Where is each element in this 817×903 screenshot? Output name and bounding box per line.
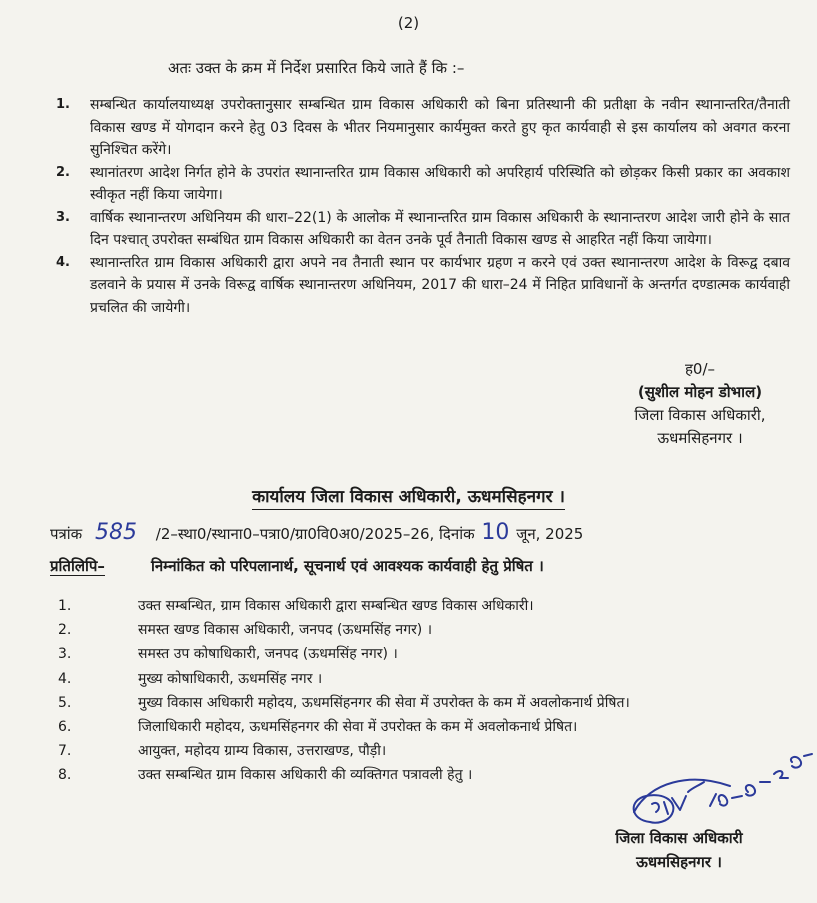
footer-designation: जिला विकास अधिकारी (615, 829, 743, 847)
cc-text: समस्त उप कोषाधिकारी, जनपद (ऊधमसिंह नगर) । (138, 646, 398, 663)
directive-item (50, 162, 790, 207)
reference-line (50, 520, 583, 545)
directive-list (50, 94, 790, 319)
cc-item (50, 715, 810, 739)
signatory-block (600, 358, 800, 450)
reference-day: 10 (481, 520, 510, 545)
directive-text: सम्बन्धित कार्यालयाध्यक्ष उपरोक्तानुसार सम्बन्धित ग्राम विकास अधिकारी को बिना प्रतिस्थानी की प्रतीक्षा के नवीन स्थानान्तरित/तैनाती विकास खण्ड में योगदान करने हेतु 03 दिवस के भीतर नियमानुसार कार्यमुक्त करते हुए कृत कार्यवाही से इस कार्यालय को अवगत करना सुनिश्चित करेंगे। (90, 97, 790, 158)
cc-text: उक्त सम्बन्धित ग्राम विकास अधिकारी की व्यक्तिगत पत्रावली हेतु । (138, 767, 473, 784)
reference-number: 585 (95, 520, 137, 545)
footer-place: ऊधमसिहनगर । (636, 853, 722, 871)
intro-line: अतः उक्त के क्रम में निर्देश प्रसारित किये जाते हैं कि :– (168, 59, 465, 77)
directive-text: वार्षिक स्थानान्तरण अधिनियम की धारा–22(1) के आलोक में स्थानान्तरित ग्राम विकास अधिकारी के स्थानान्तरण आदेश जारी होने के सात दिन पश्चात् उपरोक्त सम्बंधित ग्राम विकास अधिकारी का वेतन उनके पूर्व तैनाती विकास खण्ड से आहरित नहीं किया जायेगा। (90, 209, 790, 248)
cc-text: जिलाधिकारी महोदय, ऊधमसिंहनगर की सेवा में उपरोक्त के कम में अवलोकनार्थ प्रेषित। (138, 719, 578, 736)
copy-to-line (50, 556, 544, 576)
cc-number: 6. (58, 719, 72, 736)
cc-item (50, 618, 810, 642)
cc-item (50, 594, 810, 618)
cc-number: 7. (58, 743, 72, 760)
signed-mark: ह0/– (684, 360, 716, 378)
cc-number: 5. (58, 694, 72, 711)
cc-text: समस्त खण्ड विकास अधिकारी, जनपद (ऊधमसिंह नगर) । (138, 622, 433, 639)
cc-item (50, 642, 810, 666)
office-heading: कार्यालय जिला विकास अधिकारी, ऊधमसिहनगर । (0, 484, 817, 507)
directive-number: 4. (56, 254, 70, 270)
cc-number: 3. (58, 646, 72, 663)
directive-number: 2. (56, 164, 70, 180)
directive-item (50, 207, 790, 252)
signatory-designation: जिला विकास अधिकारी, (634, 406, 766, 424)
directive-item (50, 94, 790, 162)
footer-signatory (584, 826, 774, 874)
cc-text: आयुक्त, महोदय ग्राम्य विकास, उत्तराखण्ड, पौड़ी। (138, 743, 387, 760)
cc-item (50, 691, 810, 715)
directive-number: 3. (56, 209, 70, 225)
directive-text: स्थानान्तरित ग्राम विकास अधिकारी द्वारा अपने नव तैनाती स्थान पर कार्यभार ग्रहण न करने एवं उक्त स्थानान्तरण आदेश के विरूद्व दबाव डलवाने के प्रयास में उनके विरूद्व वार्षिक स्थानान्तरण अधिनियम, 2017 की धारा–24 में निहित प्राविधानों के अन्तर्गत दण्डात्मक कार्यवाही प्रचलित की जायेगी। (90, 254, 790, 316)
cc-number: 4. (58, 670, 72, 687)
cc-text: उक्त सम्बन्धित, ग्राम विकास अधिकारी द्वारा सम्बन्धित खण्ड विकास अधिकारी। (138, 598, 534, 614)
cc-text: मुख्य कोषाधिकारी, ऊधमसिंह नगर । (138, 670, 323, 687)
reference-month-year: जून, 2025 (516, 525, 584, 543)
copy-to-label: प्रतिलिपि– (50, 557, 105, 575)
directive-item (50, 252, 790, 320)
copy-to-text: निम्नांकित को परिपलानार्थ, सूचनार्थ एवं आवश्यक कार्यवाही हेतु प्रेषित । (150, 557, 544, 575)
cc-text: मुख्य विकास अधिकारी महोदय, ऊधमसिंहनगर की सेवा में उपरोक्त के कम में अवलोकनार्थ प्रेषित। (138, 694, 630, 711)
directive-text: स्थानांतरण आदेश निर्गत होने के उपरांत स्थानान्तरित ग्राम विकास अधिकारी को अपरिहार्य परिस्थिति को छोड़कर किसी प्रकार का अवकाश स्वीकृत नहीं किया जायेगा। (90, 164, 790, 203)
cc-number: 8. (58, 767, 72, 784)
signatory-name: (सुशील मोहन डोभाल) (637, 383, 763, 401)
reference-code: /2–स्था0/स्थाना0–पत्रा0/ग्रा0वि0अ0/2025–26, दिनांक (155, 525, 475, 543)
signatory-place: ऊधमसिहनगर । (657, 429, 743, 447)
cc-item (50, 667, 810, 691)
page-number: (2) (397, 14, 420, 32)
reference-label: पत्रांक (50, 525, 83, 543)
directive-number: 1. (56, 97, 70, 112)
cc-number: 1. (58, 598, 72, 614)
cc-number: 2. (58, 622, 72, 639)
